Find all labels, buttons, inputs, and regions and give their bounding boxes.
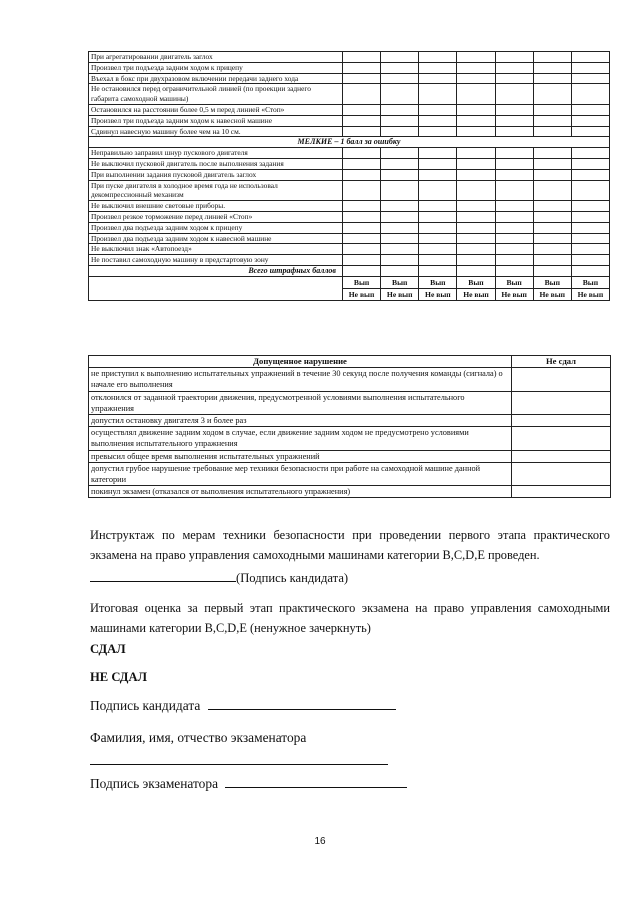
mark-cell bbox=[457, 233, 495, 244]
section-row bbox=[89, 137, 610, 148]
violation-text: отклонился от заданной траектории движения, предусмотренной условиями выполнения испытательного упражнения bbox=[89, 391, 512, 414]
violation-label: При агрегатировании двигатель заглох bbox=[89, 52, 343, 63]
table-row bbox=[89, 233, 610, 244]
mark-cell bbox=[495, 233, 533, 244]
mark-cell bbox=[571, 211, 609, 222]
result-fail: Не вып bbox=[425, 289, 451, 299]
mark-cell bbox=[381, 201, 419, 212]
mark-cell bbox=[343, 211, 381, 222]
mark-cell bbox=[457, 255, 495, 266]
mark-cell bbox=[457, 62, 495, 73]
penalty-table bbox=[88, 51, 610, 301]
mark-cell bbox=[381, 158, 419, 169]
result-mark-cell bbox=[512, 368, 611, 391]
mark-cell bbox=[457, 52, 495, 63]
mark-cell bbox=[419, 104, 457, 115]
result-fail: Не вып bbox=[348, 289, 375, 299]
mark-cell bbox=[343, 62, 381, 73]
violation-label: Произвел резкое торможение перед линией «Стоп» bbox=[89, 211, 343, 222]
cell-divider bbox=[496, 288, 533, 289]
mark-cell bbox=[419, 126, 457, 137]
mark-cell bbox=[381, 115, 419, 126]
table-row bbox=[89, 169, 610, 180]
result-fail: Не вып bbox=[539, 289, 566, 299]
table-row bbox=[89, 148, 610, 159]
mark-cell bbox=[533, 244, 571, 255]
table-row bbox=[89, 126, 610, 137]
mark-cell bbox=[419, 148, 457, 159]
table-row bbox=[89, 104, 610, 115]
signature-blank bbox=[208, 709, 396, 710]
table-row bbox=[89, 368, 611, 391]
mark-cell bbox=[495, 180, 533, 201]
mark-cell bbox=[495, 115, 533, 126]
violation-text: превысил общее время выполнения испытательных упражнений bbox=[89, 450, 512, 462]
total-cell bbox=[457, 265, 495, 276]
result-pass: Вып bbox=[468, 277, 484, 287]
result-pass: Вып bbox=[430, 277, 446, 287]
mark-cell bbox=[381, 222, 419, 233]
mark-cell bbox=[343, 52, 381, 63]
mark-cell bbox=[343, 104, 381, 115]
mark-cell bbox=[533, 169, 571, 180]
result-mark-cell bbox=[512, 427, 611, 450]
cell-divider bbox=[457, 288, 494, 289]
mark-cell bbox=[419, 115, 457, 126]
table-row bbox=[89, 255, 610, 266]
mark-cell bbox=[381, 233, 419, 244]
result-fail: Не вып bbox=[386, 289, 413, 299]
table-row bbox=[89, 52, 610, 63]
mark-cell bbox=[533, 73, 571, 84]
mark-cell bbox=[381, 104, 419, 115]
violation-text: осуществлял движение задним ходом в случае, если движение задним ходом не предусмотрено условиями выполнения испытательного упражнения bbox=[89, 427, 512, 450]
violation-label: Произвел три подъезда задним ходом к навесной машине bbox=[89, 115, 343, 126]
result-mark-cell bbox=[512, 391, 611, 414]
violations-table bbox=[88, 355, 611, 498]
total-cell bbox=[343, 265, 381, 276]
violation-label: Произвел три подъезда задним ходом к прицепу bbox=[89, 62, 343, 73]
candidate-sign-caption: (Подпись кандидата) bbox=[236, 571, 349, 585]
mark-cell bbox=[419, 222, 457, 233]
signature-blank bbox=[225, 787, 407, 788]
result-mark-cell bbox=[512, 486, 611, 498]
mark-cell bbox=[495, 148, 533, 159]
result-pass: Вып bbox=[392, 277, 408, 287]
mark-cell bbox=[571, 233, 609, 244]
mark-cell bbox=[343, 201, 381, 212]
result-pass: Вып bbox=[353, 277, 370, 287]
mark-cell bbox=[533, 201, 571, 212]
mark-cell bbox=[381, 148, 419, 159]
mark-cell bbox=[495, 104, 533, 115]
result-pass: Вып bbox=[506, 277, 522, 287]
mark-cell bbox=[419, 169, 457, 180]
result-cell bbox=[495, 276, 533, 300]
violation-text: покинул экзамен (отказался от выполнения испытательного упражнения) bbox=[89, 486, 512, 498]
table-row bbox=[89, 486, 611, 498]
mark-cell bbox=[571, 104, 609, 115]
mark-cell bbox=[533, 115, 571, 126]
mark-cell bbox=[533, 126, 571, 137]
mark-cell bbox=[495, 255, 533, 266]
mark-cell bbox=[419, 255, 457, 266]
cell-divider bbox=[534, 288, 571, 289]
mark-cell bbox=[381, 126, 419, 137]
cell-divider bbox=[572, 288, 609, 289]
section-minor-heading: МЕЛКИЕ – 1 балл за ошибку bbox=[89, 137, 610, 148]
table-row bbox=[89, 427, 611, 450]
mark-cell bbox=[571, 180, 609, 201]
mark-cell bbox=[495, 126, 533, 137]
table-row bbox=[89, 450, 611, 462]
result-column-header: Не сдал bbox=[512, 356, 611, 368]
mark-cell bbox=[419, 233, 457, 244]
mark-cell bbox=[533, 255, 571, 266]
violation-label: Не поставил самоходную машину в предстартовую зону bbox=[89, 255, 343, 266]
result-cell bbox=[419, 276, 457, 300]
violation-label: Въехал в бокс при двухразовом включении передачи заднего хода bbox=[89, 73, 343, 84]
violation-label: При выполнении задания пусковой двигатель заглох bbox=[89, 169, 343, 180]
total-cell bbox=[495, 265, 533, 276]
mark-cell bbox=[419, 201, 457, 212]
violation-text: допустил грубое нарушение требование мер техники безопасности при работе на самоходной машине данной категории bbox=[89, 462, 512, 485]
violation-label: Остановился на расстоянии более 0,5 м перед линией «Стоп» bbox=[89, 104, 343, 115]
mark-cell bbox=[533, 62, 571, 73]
mark-cell bbox=[533, 104, 571, 115]
mark-cell bbox=[343, 244, 381, 255]
result-row bbox=[89, 276, 610, 300]
mark-cell bbox=[457, 148, 495, 159]
violation-label: Не выключил знак «Автопоезд» bbox=[89, 244, 343, 255]
table-row bbox=[89, 84, 610, 105]
mark-cell bbox=[457, 115, 495, 126]
mark-cell bbox=[571, 148, 609, 159]
table-row bbox=[89, 211, 610, 222]
violation-label: Сдвинул навесную машину более чем на 10 см. bbox=[89, 126, 343, 137]
mark-cell bbox=[457, 180, 495, 201]
table-row bbox=[89, 244, 610, 255]
mark-cell bbox=[457, 169, 495, 180]
result-mark-cell bbox=[512, 415, 611, 427]
table-row bbox=[89, 62, 610, 73]
mark-cell bbox=[495, 158, 533, 169]
mark-cell bbox=[419, 158, 457, 169]
mark-cell bbox=[381, 244, 419, 255]
mark-cell bbox=[495, 201, 533, 212]
result-pass: Вып bbox=[582, 277, 599, 287]
mark-cell bbox=[571, 255, 609, 266]
mark-cell bbox=[571, 244, 609, 255]
examiner-name-blank bbox=[90, 764, 388, 765]
mark-cell bbox=[533, 52, 571, 63]
mark-cell bbox=[419, 52, 457, 63]
examiner-signature-row bbox=[90, 776, 407, 792]
violation-text: не приступил к выполнению испытательных упражнений в течение 30 секунд после получения команды (сигнала) о начале его выполнения bbox=[89, 368, 512, 391]
result-mark-cell bbox=[512, 462, 611, 485]
mark-cell bbox=[571, 84, 609, 105]
mark-cell bbox=[571, 126, 609, 137]
mark-cell bbox=[381, 255, 419, 266]
mark-cell bbox=[571, 52, 609, 63]
briefing-paragraph: Инструктаж по мерам техники безопасности при проведении первого этапа практического экзамена на право управления самоходными машинами категории B,C,D,E проведен. bbox=[90, 528, 610, 562]
violation-label: Произвел два подъезда задним ходом к прицепу bbox=[89, 222, 343, 233]
mark-cell bbox=[571, 169, 609, 180]
mark-cell bbox=[343, 158, 381, 169]
mark-cell bbox=[381, 84, 419, 105]
total-label: Всего штрафных баллов bbox=[89, 265, 343, 276]
mark-cell bbox=[381, 169, 419, 180]
mark-cell bbox=[457, 158, 495, 169]
mark-cell bbox=[419, 62, 457, 73]
mark-cell bbox=[343, 255, 381, 266]
violation-label: Не остановился перед ограничительной линией (по проекции заднего габарита самоходной машины) bbox=[89, 84, 343, 105]
total-cell bbox=[533, 265, 571, 276]
mark-cell bbox=[419, 73, 457, 84]
violation-label: Не выключил внешние световые приборы. bbox=[89, 201, 343, 212]
table-row bbox=[89, 415, 611, 427]
mark-cell bbox=[343, 233, 381, 244]
page-number: 16 bbox=[314, 836, 326, 847]
result-cell bbox=[457, 276, 495, 300]
mark-cell bbox=[343, 222, 381, 233]
mark-cell bbox=[343, 148, 381, 159]
table-row bbox=[89, 201, 610, 212]
cell-divider bbox=[381, 288, 418, 289]
mark-cell bbox=[495, 169, 533, 180]
mark-cell bbox=[457, 201, 495, 212]
mark-cell bbox=[533, 84, 571, 105]
table-row bbox=[89, 391, 611, 414]
violation-label: Произвел два подъезда задним ходом к навесной машине bbox=[89, 233, 343, 244]
table-row bbox=[89, 73, 610, 84]
mark-cell bbox=[381, 73, 419, 84]
mark-cell bbox=[533, 158, 571, 169]
result-cell bbox=[343, 276, 381, 300]
result-cell bbox=[533, 276, 571, 300]
result-fail: Не вып bbox=[577, 289, 604, 299]
mark-cell bbox=[457, 222, 495, 233]
mark-cell bbox=[495, 222, 533, 233]
table-row bbox=[89, 222, 610, 233]
mark-cell bbox=[457, 211, 495, 222]
table-row bbox=[89, 462, 611, 485]
violation-label: При пуске двигателя в холодное время года не использовал декомпрессионный механизм bbox=[89, 180, 343, 201]
mark-cell bbox=[419, 244, 457, 255]
result-fail: Не вып bbox=[501, 289, 527, 299]
mark-cell bbox=[343, 115, 381, 126]
mark-cell bbox=[419, 180, 457, 201]
candidate-sign-line bbox=[90, 571, 348, 586]
mark-cell bbox=[343, 73, 381, 84]
violation-column-header: Допущенное нарушение bbox=[89, 356, 512, 368]
mark-cell bbox=[533, 211, 571, 222]
total-cell bbox=[419, 265, 457, 276]
cell-divider bbox=[419, 288, 456, 289]
mark-cell bbox=[571, 115, 609, 126]
mark-cell bbox=[571, 201, 609, 212]
final-grade-paragraph: Итоговая оценка за первый этап практического экзамена на право управления самоходными машинами категории B,C,D,E (ненужное зачеркнуть) bbox=[90, 601, 610, 635]
result-cell bbox=[381, 276, 419, 300]
mark-cell bbox=[343, 180, 381, 201]
result-cell bbox=[571, 276, 609, 300]
candidate-signature-label: Подпись кандидата bbox=[90, 698, 201, 713]
result-pass: Вып bbox=[544, 277, 560, 287]
signature-blank bbox=[90, 581, 236, 582]
table-row bbox=[89, 180, 610, 201]
mark-cell bbox=[457, 244, 495, 255]
mark-cell bbox=[533, 233, 571, 244]
violation-label: Неправильно заправил шнур пускового двигателя bbox=[89, 148, 343, 159]
mark-cell bbox=[495, 52, 533, 63]
mark-cell bbox=[419, 84, 457, 105]
mark-cell bbox=[343, 84, 381, 105]
mark-cell bbox=[381, 52, 419, 63]
mark-cell bbox=[381, 62, 419, 73]
grade-fail: НЕ СДАЛ bbox=[90, 670, 147, 684]
mark-cell bbox=[457, 126, 495, 137]
mark-cell bbox=[495, 244, 533, 255]
examiner-name-label: Фамилия, имя, отчество экзаменатора bbox=[90, 730, 307, 745]
violation-text: допустил остановку двигателя 3 и более раз bbox=[89, 415, 512, 427]
mark-cell bbox=[457, 84, 495, 105]
mark-cell bbox=[571, 158, 609, 169]
result-row-label bbox=[89, 276, 343, 300]
mark-cell bbox=[343, 126, 381, 137]
violation-label: Не выключил пусковой двигатель после выполнения задания bbox=[89, 158, 343, 169]
mark-cell bbox=[533, 180, 571, 201]
total-cell bbox=[381, 265, 419, 276]
mark-cell bbox=[381, 180, 419, 201]
mark-cell bbox=[419, 211, 457, 222]
mark-cell bbox=[571, 73, 609, 84]
mark-cell bbox=[571, 62, 609, 73]
grade-pass: СДАЛ bbox=[90, 642, 126, 656]
mark-cell bbox=[495, 211, 533, 222]
cell-divider bbox=[343, 288, 380, 289]
mark-cell bbox=[495, 73, 533, 84]
examiner-signature-label: Подпись экзаменатора bbox=[90, 776, 219, 791]
mark-cell bbox=[343, 169, 381, 180]
mark-cell bbox=[381, 211, 419, 222]
total-cell bbox=[571, 265, 609, 276]
result-mark-cell bbox=[512, 450, 611, 462]
table-row bbox=[89, 158, 610, 169]
mark-cell bbox=[533, 148, 571, 159]
mark-cell bbox=[571, 222, 609, 233]
candidate-signature-row bbox=[90, 698, 396, 714]
mark-cell bbox=[533, 222, 571, 233]
table-row bbox=[89, 115, 610, 126]
result-fail: Не вып bbox=[463, 289, 489, 299]
mark-cell bbox=[457, 73, 495, 84]
mark-cell bbox=[495, 62, 533, 73]
mark-cell bbox=[495, 84, 533, 105]
mark-cell bbox=[457, 104, 495, 115]
total-row bbox=[89, 265, 610, 276]
